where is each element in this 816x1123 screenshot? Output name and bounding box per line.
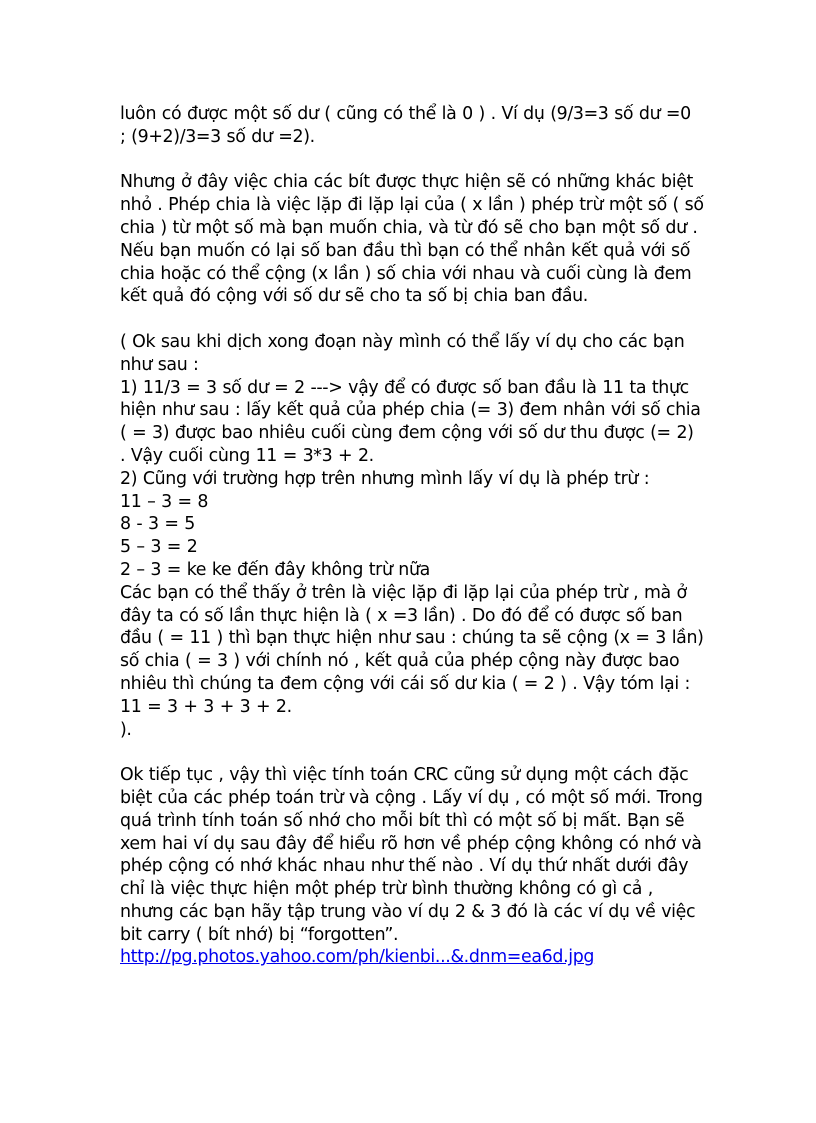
text-line: nhưng các bạn hãy tập trung vào ví dụ 2 & 3 đó là các ví dụ về việc	[120, 901, 696, 922]
text-line: đầu ( = 11 ) thì bạn thực hiện như sau : chúng ta sẽ cộng (x = 3 lần)	[120, 628, 704, 649]
text-line: 8 - 3 = 5	[120, 514, 196, 535]
paragraph-1	[120, 103, 710, 149]
text-line: kết quả đó cộng với số dư sẽ cho ta số bị chia ban đầu.	[120, 286, 588, 307]
text-line: nhỏ . Phép chia là việc lặp đi lặp lại của ( x lần ) phép trừ một số ( số	[120, 195, 704, 216]
photo-link[interactable]: http://pg.photos.yahoo.com/ph/kienbi...&.dnm=ea6d.jpg	[120, 947, 595, 968]
text-line: như sau :	[120, 354, 199, 375]
text-line: chia ) từ một số mà bạn muốn chia, và từ đó sẽ cho bạn một số dư .	[120, 217, 698, 238]
text-line: đây ta có số lần thực hiện là ( x =3 lần) . Do đó để có được số ban	[120, 605, 683, 626]
text-line: 2) Cũng với trường hợp trên nhưng mình lấy ví dụ là phép trừ :	[120, 468, 650, 489]
text-line: 5 – 3 = 2	[120, 537, 198, 558]
text-line: 2 – 3 = ke ke đến đây không trừ nữa	[120, 559, 430, 580]
paragraph-spacer	[120, 308, 710, 331]
paragraph-2	[120, 171, 710, 308]
text-line: Nếu bạn muốn có lại số ban đầu thì bạn có thể nhân kết quả với số	[120, 240, 691, 261]
paragraph-3	[120, 331, 710, 741]
text-line: ( = 3) được bao nhiêu cuối cùng đem cộng với số dư thu được (= 2)	[120, 423, 694, 444]
text-line: phép cộng có nhớ khác nhau như thế nào . Ví dụ thứ nhất dưới đây	[120, 856, 689, 877]
text-line: Ok tiếp tục , vậy thì việc tính toán CRC cũng sử dụng một cách đặc	[120, 765, 689, 786]
text-line: ).	[120, 719, 132, 740]
paragraph-spacer	[120, 741, 710, 764]
text-line: chỉ là việc thực hiện một phép trừ bình thường không có gì cả ,	[120, 879, 653, 900]
text-line: 1) 11/3 = 3 số dư = 2 ---> vậy để có được số ban đầu là 11 ta thực	[120, 377, 689, 398]
text-line: bit carry ( bít nhớ) bị “forgotten”.	[120, 924, 399, 945]
text-line: quá trình tính toán số nhớ cho mỗi bít thì có một số bị mất. Bạn sẽ	[120, 810, 685, 831]
text-line: 11 – 3 = 8	[120, 491, 209, 512]
document-page	[120, 103, 710, 969]
text-line: ( Ok sau khi dịch xong đoạn này mình có thể lấy ví dụ cho các bạn	[120, 331, 685, 352]
text-line: Các bạn có thể thấy ở trên là việc lặp đi lặp lại của phép trừ , mà ở	[120, 582, 687, 603]
paragraph-spacer	[120, 149, 710, 172]
text-line: . Vậy cuối cùng 11 = 3*3 + 2.	[120, 445, 374, 466]
text-line: xem hai ví dụ sau đây để hiểu rõ hơn về phép cộng không có nhớ và	[120, 833, 702, 854]
text-line: chia hoặc có thể cộng (x lần ) số chia với nhau và cuối cùng là đem	[120, 263, 692, 284]
text-line: nhiêu thì chúng ta đem cộng với cái số dư kia ( = 2 ) . Vậy tóm lại :	[120, 673, 691, 694]
text-line: 11 = 3 + 3 + 3 + 2.	[120, 696, 292, 717]
text-line: ; (9+2)/3=3 số dư =2).	[120, 126, 315, 147]
text-line: số chia ( = 3 ) với chính nó , kết quả của phép cộng này được bao	[120, 651, 680, 672]
text-line: luôn có được một số dư ( cũng có thể là 0 ) . Ví dụ (9/3=3 số dư =0	[120, 104, 691, 124]
text-line: Nhưng ở đây việc chia các bít được thực hiện sẽ có những khác biệt	[120, 172, 694, 193]
text-line: biệt của các phép toán trừ và cộng . Lấy ví dụ , có một số mới. Trong	[120, 787, 703, 808]
text-line: hiện như sau : lấy kết quả của phép chia (= 3) đem nhân với số chia	[120, 400, 701, 421]
paragraph-4	[120, 764, 710, 946]
